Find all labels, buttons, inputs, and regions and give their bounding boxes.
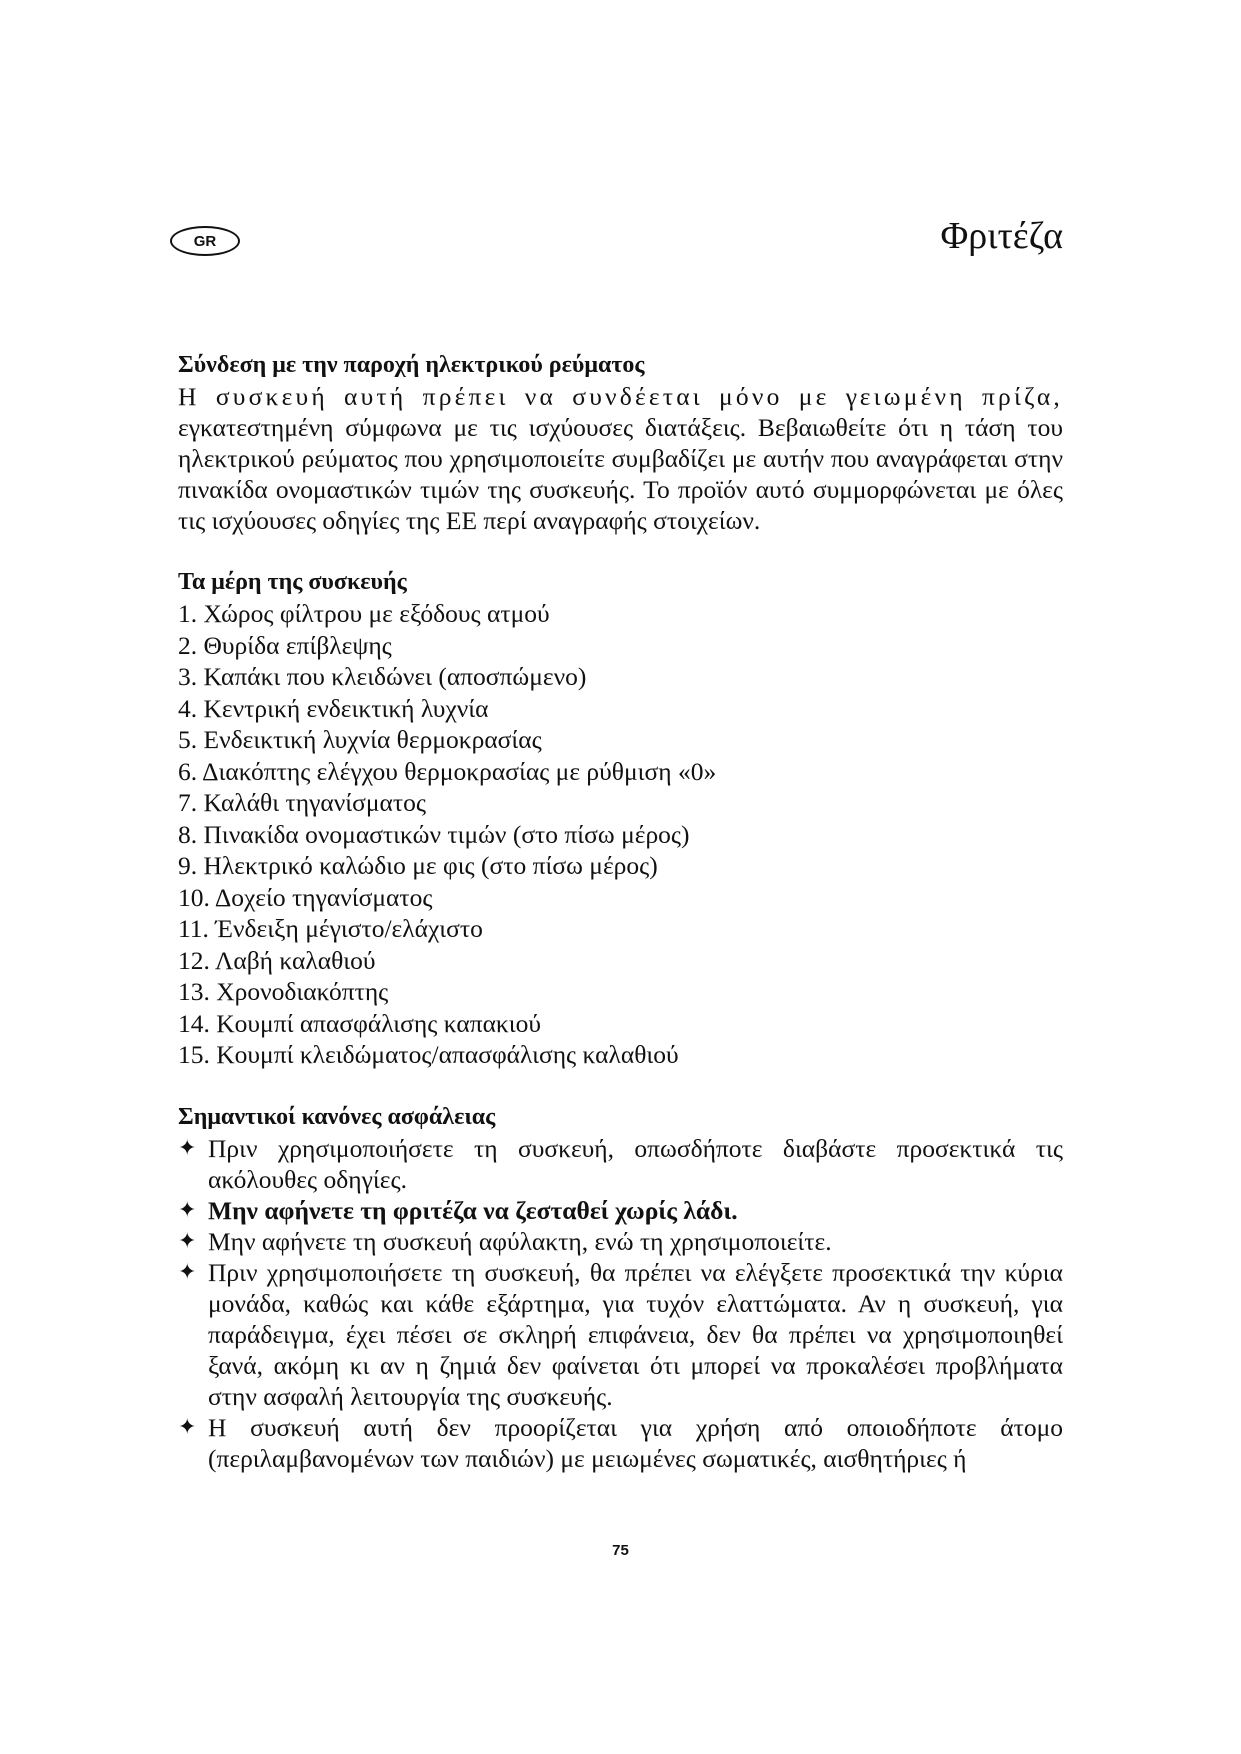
list-item: 11. Ένδειξη μέγιστο/ελάχιστο [178, 914, 483, 943]
safety-rules-list [178, 1133, 1063, 1474]
list-item [178, 1133, 1063, 1195]
list-item [178, 1226, 1063, 1257]
list-item [178, 1195, 1063, 1226]
page-number: 75 [612, 1542, 629, 1559]
section-heading: Σύνδεση με την παροχή ηλεκτρικού ρεύματος [178, 352, 645, 378]
section-heading: Τα μέρη της συσκευής [178, 569, 407, 595]
list-item: 13. Χρονοδιακόπτης [178, 977, 389, 1006]
list-item: 15. Κουμπί κλειδώματος/απασφάλισης καλαθιού [178, 1040, 679, 1069]
power-connection-section [178, 350, 1063, 536]
rule-text: Μην αφήνετε τη συσκευή αφύλακτη, ενώ τη χρησιμοποιείτε. [208, 1226, 832, 1256]
star-bullet-icon: ✦ [178, 1414, 197, 1440]
safety-section [178, 1102, 1063, 1474]
star-bullet-icon: ✦ [178, 1259, 197, 1285]
page-title: Φριτέζα [940, 215, 1063, 257]
list-item: 2. Θυρίδα επίβλεψης [178, 630, 392, 660]
list-item [178, 1257, 1063, 1412]
rule-text: Μην αφήνετε τη φριτέζα να ζεσταθεί χωρίς λάδι. [208, 1195, 738, 1225]
list-item: 5. Ενδεικτική λυχνία θερμοκρασίας [178, 725, 542, 754]
parts-list [178, 598, 1063, 1071]
list-item: 14. Κουμπί απασφάλισης καπακιού [178, 1008, 542, 1038]
star-bullet-icon: ✦ [178, 1228, 197, 1254]
rule-text: Η συσκευή αυτή δεν προορίζεται για χρήση από οποιοδήποτε άτομο (περιλαμβανομένων των παιδιών) με μειωμένες σωματικές, αισθητήριες ή [208, 1412, 1063, 1473]
paragraph-rest: εγκατεστημένη σύμφωνα με τις ισχύουσες διατάξεις. Βεβαιωθείτε ότι η τάση του ηλεκτρικού ρεύματος που χρησιμοποιείτε συμβαδίζει με αυτήν που αναγράφεται στην πινακίδα ονομαστικών τιμών της συσκευής. Το προϊόν αυτό συμμορφώνεται με όλες τις ισχύουσες οδηγίες της ΕΕ περί αναγραφής στοιχείων. [178, 413, 1063, 535]
list-item: 9. Ηλεκτρικό καλώδιο με φις (στο πίσω μέρος) [178, 851, 658, 880]
list-item: 12. Λαβή καλαθιού [178, 945, 376, 975]
list-item: 8. Πινακίδα ονομαστικών τιμών (στο πίσω μέρος) [178, 819, 690, 849]
star-bullet-icon: ✦ [178, 1197, 197, 1223]
power-paragraph [178, 381, 1063, 536]
rule-text: Πριν χρησιμοποιήσετε τη συσκευή, θα πρέπει να ελέγξετε προσεκτικά την κύρια μονάδα, καθώς και κάθε εξάρτημα, για τυχόν ελαττώματα. Αν η συσκευή, για παράδειγμα, έχει πέσει σε σκληρή επιφάνεια, δεν θα πρέπει να χρησιμοποιηθεί ξανά, ακόμη κι αν η ζημιά δεν φαίνεται ότι μπορεί να προκαλέσει προβλήματα στην ασφαλή λειτουργία της συσκευής. [208, 1257, 1063, 1411]
rule-text: Πριν χρησιμοποιήσετε τη συσκευή, οπωσδήποτε διαβάστε προσεκτικά τις ακόλουθες οδηγίες. [208, 1133, 1063, 1194]
list-item: 1. Χώρος φίλτρου με εξόδους ατμού [178, 599, 550, 628]
parts-section [178, 567, 1063, 1071]
section-heading: Σημαντικοί κανόνες ασφάλειας [178, 1103, 496, 1130]
list-item [178, 1412, 1063, 1474]
list-item: 4. Κεντρική ενδεικτική λυχνία [178, 693, 489, 723]
star-bullet-icon: ✦ [178, 1135, 197, 1161]
list-item: 3. Καπάκι που κλειδώνει (αποσπώμενο) [178, 662, 587, 691]
language-badge: GR [170, 226, 240, 256]
list-item: 6. Διακόπτης ελέγχου θερμοκρασίας με ρύθμιση «0» [178, 756, 717, 786]
list-item: 7. Καλάθι τηγανίσματος [178, 788, 426, 817]
list-item: 10. Δοχείο τηγανίσματος [178, 882, 433, 912]
document-body [178, 350, 1063, 1505]
paragraph-first-line: Η συσκευή αυτή πρέπει να συνδέεται μόνο με γειωμένη πρίζα, [178, 382, 1063, 411]
